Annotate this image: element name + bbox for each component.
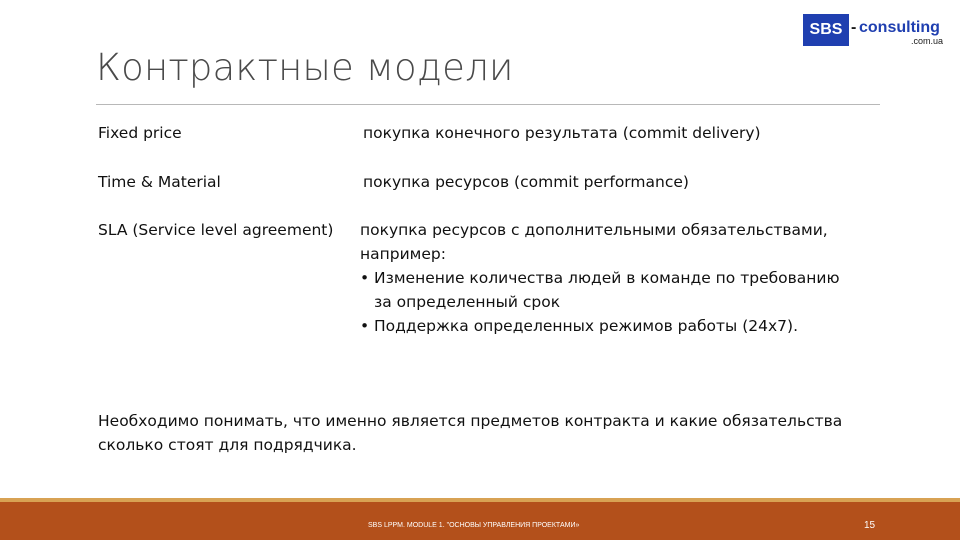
logo-brand-box: SBS bbox=[803, 14, 849, 46]
model-definition: покупка конечного результата (commit delivery) bbox=[363, 124, 761, 142]
summary-note-line: сколько стоят для подрядчика. bbox=[98, 436, 357, 454]
sla-definition-line: например: bbox=[360, 245, 446, 263]
page-title: Контрактные модели bbox=[96, 46, 514, 89]
sla-bullet-item bbox=[360, 314, 840, 338]
logo-dash: - bbox=[851, 19, 857, 36]
sla-bullet-text: Изменение количества людей в команде по требованию bbox=[374, 269, 840, 287]
summary-note bbox=[98, 409, 888, 457]
model-term: Fixed price bbox=[98, 124, 182, 142]
model-term: SLA (Service level agreement) bbox=[98, 221, 334, 239]
company-logo bbox=[803, 14, 945, 46]
logo-word: consulting bbox=[859, 19, 940, 36]
bullet-marker: • bbox=[360, 269, 370, 287]
sla-bullet-text: за определенный срок bbox=[374, 293, 561, 311]
footer-caption: SBS LPPM. MODULE 1. "ОСНОВЫ УПРАВЛЕНИЯ ПРОЕКТАМИ» bbox=[368, 522, 580, 529]
summary-note-line: Необходимо понимать, что именно является предметов контракта и какие обязательства bbox=[98, 412, 843, 430]
bullet-marker: • bbox=[360, 317, 370, 335]
sla-definition bbox=[360, 218, 840, 338]
sla-bullet-item bbox=[360, 266, 840, 314]
footer-bar bbox=[0, 498, 960, 540]
logo-domain: .com.ua bbox=[910, 36, 943, 46]
page-number: 15 bbox=[864, 520, 876, 531]
sla-bullet-text: Поддержка определенных режимов работы (24х7). bbox=[374, 317, 798, 335]
sla-definition-line: покупка ресурсов с дополнительными обязательствами, bbox=[360, 221, 828, 239]
model-definition: покупка ресурсов (commit performance) bbox=[363, 173, 689, 191]
title-divider bbox=[96, 104, 880, 105]
model-term: Time & Material bbox=[98, 173, 221, 191]
